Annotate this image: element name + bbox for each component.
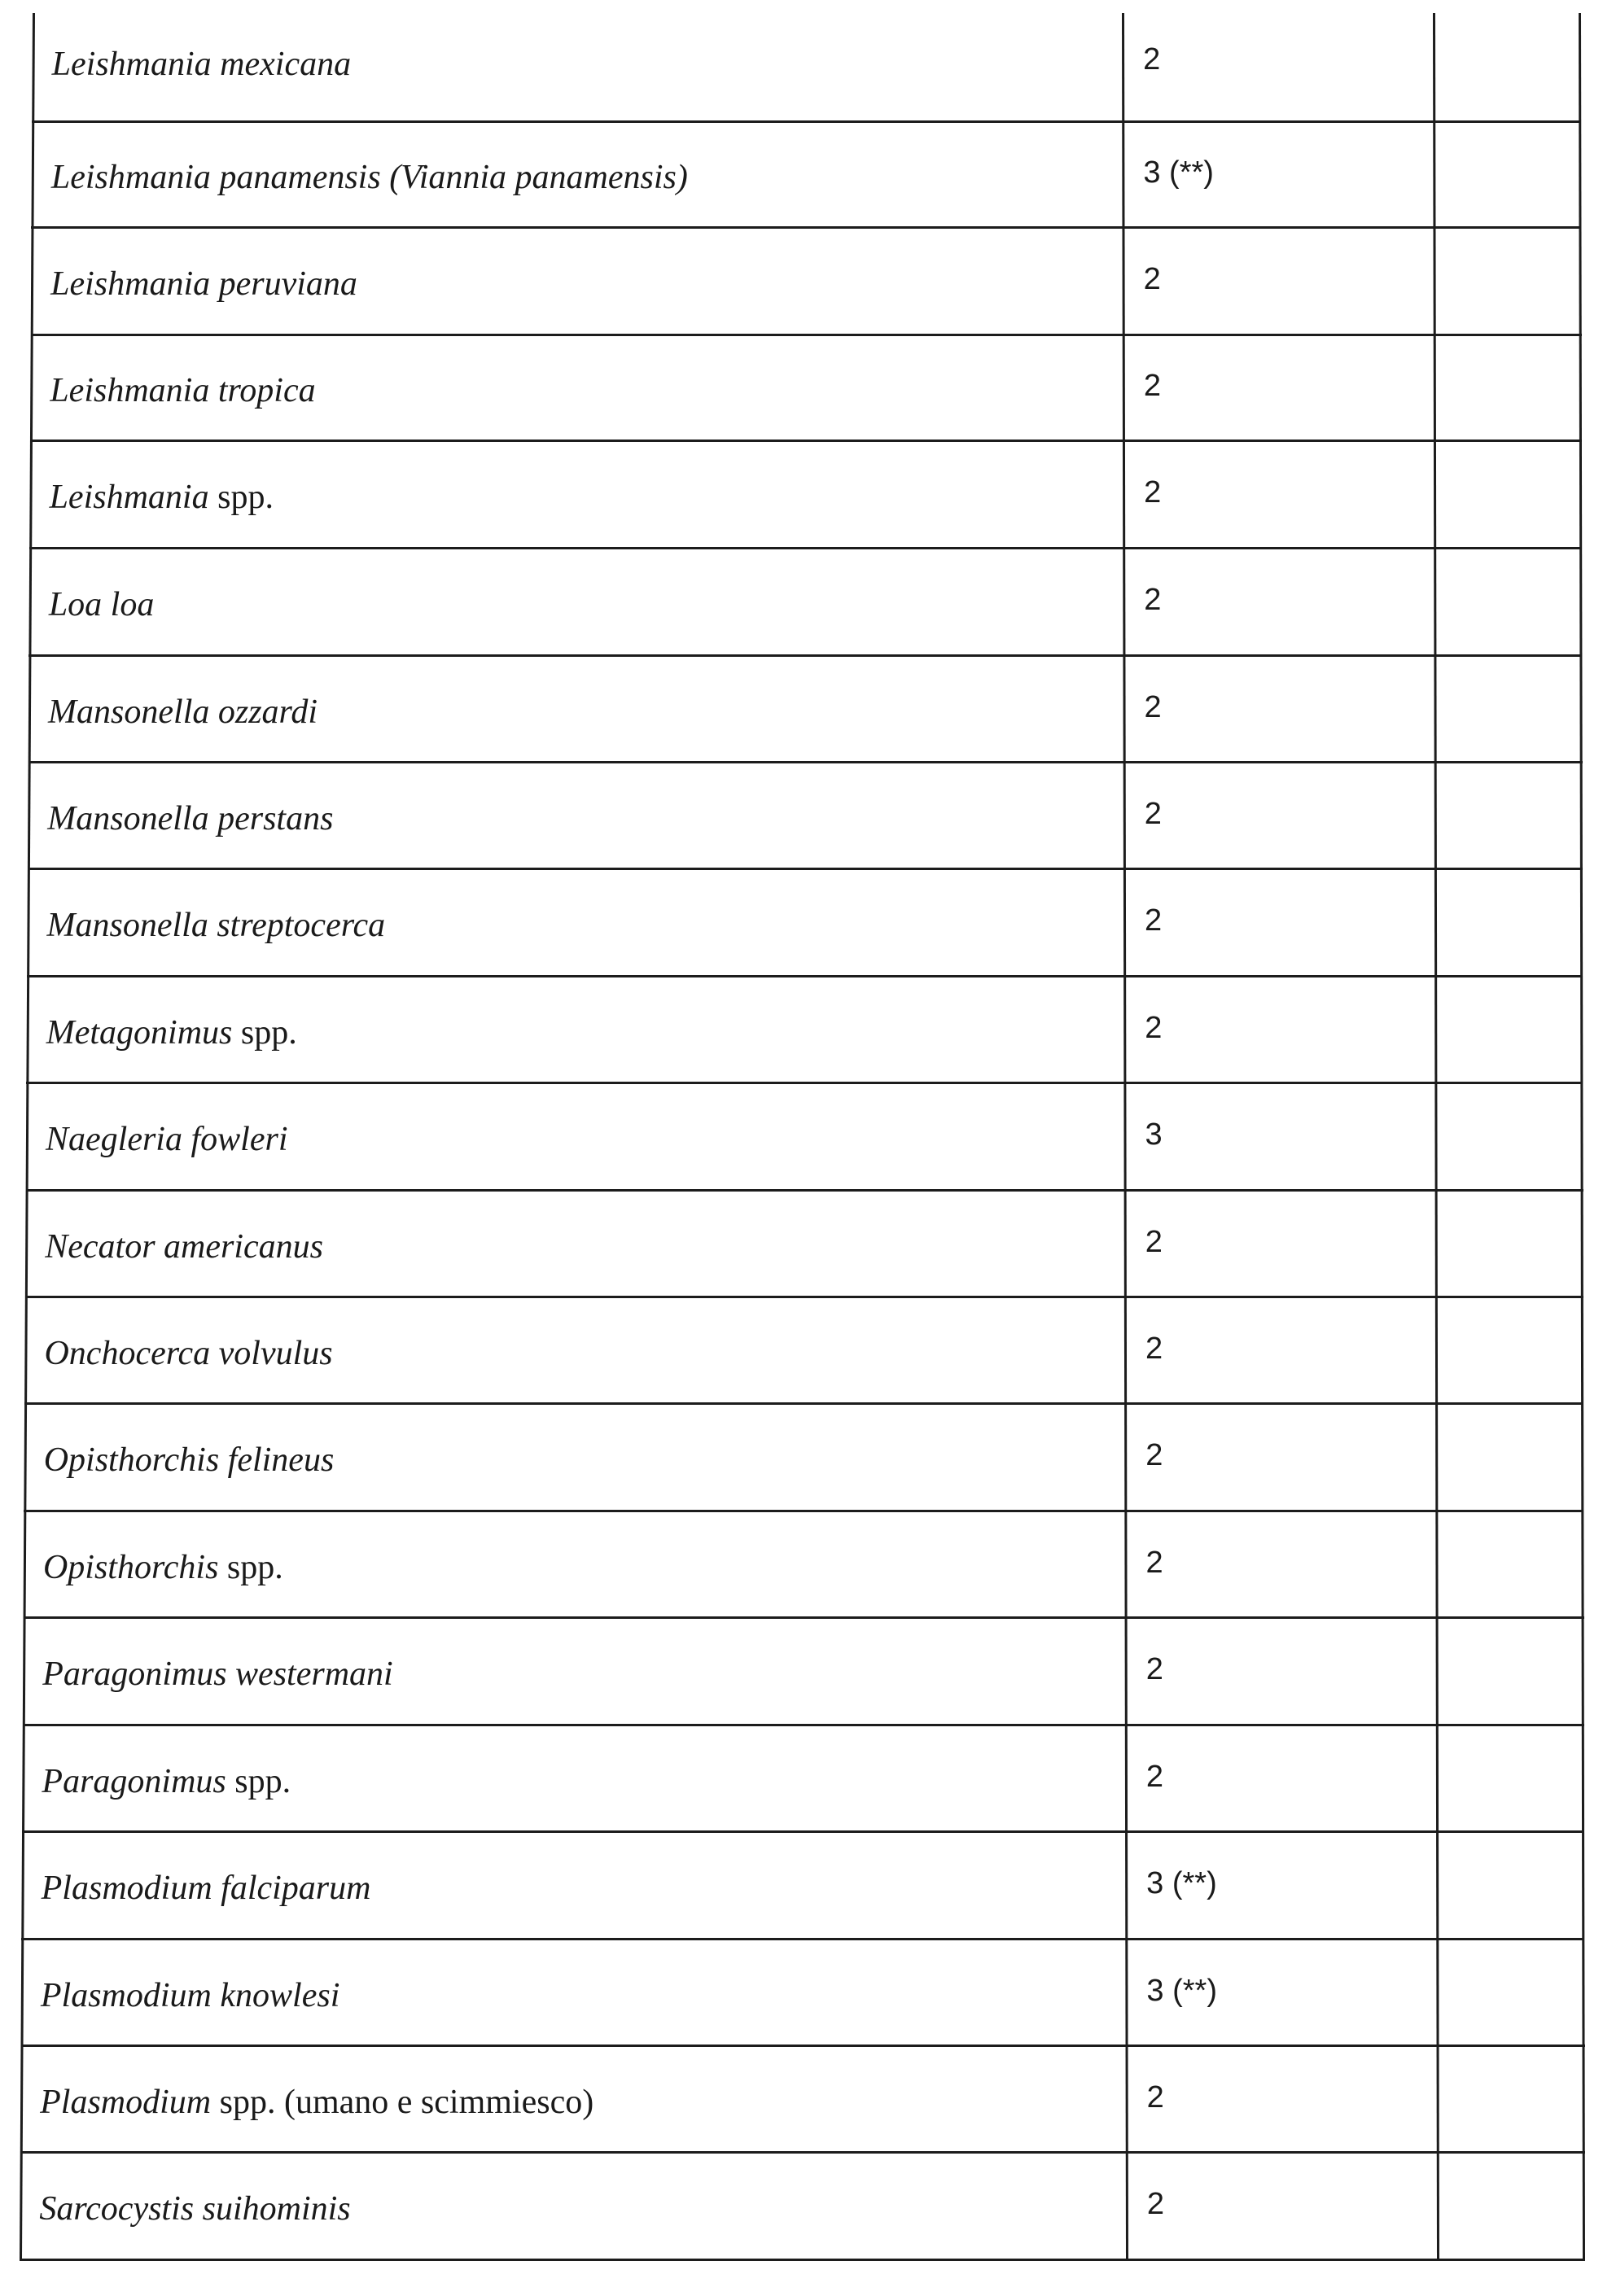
- risk-group-cell: 2: [1144, 583, 1162, 617]
- agent-name-cell: [42, 1762, 291, 1800]
- agent-name-cell: [49, 588, 155, 622]
- risk-group-cell: 2: [1145, 903, 1163, 938]
- species-name: Metagonimus: [46, 1013, 233, 1052]
- agent-name-cell: [40, 2085, 593, 2119]
- row-rule: [20, 2151, 1585, 2154]
- species-name: Plasmodium knowlesi: [40, 1976, 340, 2014]
- risk-group-cell: 2: [1145, 1010, 1163, 1045]
- row-rule: [23, 1724, 1584, 1726]
- risk-group-cell: 2: [1143, 262, 1161, 296]
- species-name: Opisthorchis: [42, 1548, 219, 1586]
- row-rule: [29, 547, 1582, 549]
- row-rule: [26, 1189, 1583, 1192]
- agent-name-cell: [42, 1871, 371, 1905]
- agent-name-cell: [39, 2192, 350, 2226]
- species-name: Leishmania: [49, 479, 209, 516]
- row-rule: [31, 334, 1582, 336]
- species-name: Sarcocystis suihominis: [39, 2190, 351, 2228]
- agent-name-cell: [43, 1550, 283, 1585]
- row-rule: [22, 1830, 1584, 1833]
- name-suffix: spp.: [218, 1548, 283, 1586]
- risk-group-cell: 2: [1145, 1759, 1164, 1794]
- agent-name-cell: [51, 160, 688, 195]
- species-name: Loa loa: [48, 586, 155, 623]
- agent-name-cell: [47, 799, 334, 837]
- species-name: Plasmodium: [40, 2083, 212, 2121]
- risk-group-cell: 2: [1145, 1438, 1163, 1472]
- left-border: [20, 13, 35, 2259]
- species-name: Mansonella perstans: [47, 799, 334, 837]
- row-rule: [24, 1510, 1583, 1512]
- row-rule: [24, 1616, 1584, 1619]
- name-suffix: spp.: [232, 1013, 297, 1052]
- risk-group-cell: 2: [1143, 42, 1161, 77]
- risk-group-cell: 2: [1143, 369, 1161, 403]
- row-rule: [26, 1082, 1583, 1084]
- row-rule: [28, 761, 1583, 763]
- agent-name-cell: [52, 47, 351, 81]
- column-divider-risk: [1122, 13, 1128, 2259]
- name-suffix: spp.: [208, 479, 274, 516]
- species-name: Paragonimus: [42, 1762, 226, 1800]
- agent-name-cell: [45, 1227, 324, 1266]
- risk-group-cell: 2: [1146, 2080, 1164, 2115]
- agent-name-cell: [50, 267, 357, 301]
- agent-name-cell: [46, 1122, 288, 1157]
- row-rule: [21, 2045, 1585, 2047]
- agent-name-cell: [47, 908, 386, 942]
- column-divider-note: [1433, 13, 1439, 2259]
- agent-name-cell: [50, 374, 315, 408]
- species-name: Mansonella ozzardi: [48, 693, 318, 731]
- species-name: Paragonimus westermani: [42, 1655, 393, 1693]
- agent-name-cell: [44, 1336, 332, 1371]
- row-rule: [27, 975, 1583, 977]
- row-rule: [28, 868, 1583, 870]
- species-name: Leishmania panamensis (Viannia panamensis): [50, 159, 688, 196]
- row-rule: [31, 226, 1581, 229]
- agent-name-cell: [48, 695, 318, 729]
- species-name: Leishmania tropica: [50, 372, 316, 409]
- name-suffix: spp. (umano e scimmiesco): [211, 2083, 594, 2121]
- agent-name-cell: [46, 1013, 297, 1052]
- row-rule: [20, 2259, 1585, 2261]
- right-border: [1579, 13, 1585, 2259]
- agent-name-cell: [50, 480, 274, 514]
- risk-group-cell: 2: [1144, 475, 1162, 509]
- risk-group-cell: 3: [1145, 1117, 1163, 1152]
- name-suffix: spp.: [226, 1762, 291, 1800]
- risk-group-cell: 3 (**): [1146, 1866, 1217, 1900]
- species-name: Opisthorchis felineus: [43, 1441, 335, 1479]
- risk-group-cell: 2: [1145, 1652, 1163, 1686]
- risk-group-cell: 2: [1145, 1545, 1163, 1580]
- risk-group-cell: 2: [1145, 1331, 1163, 1366]
- species-name: Plasmodium falciparum: [41, 1870, 371, 1907]
- row-rule: [25, 1296, 1583, 1298]
- risk-group-cell: 2: [1144, 689, 1162, 724]
- row-rule: [28, 654, 1582, 657]
- species-name: Leishmania peruviana: [50, 265, 357, 303]
- risk-group-cell: 2: [1144, 796, 1162, 831]
- species-name: Naegleria fowleri: [46, 1121, 288, 1158]
- row-rule: [30, 440, 1582, 442]
- risk-group-cell: 2: [1146, 2187, 1165, 2221]
- agent-name-cell: [42, 1657, 393, 1691]
- species-name: Onchocerca volvulus: [44, 1334, 333, 1372]
- species-name: Mansonella streptocerca: [46, 907, 386, 944]
- row-rule: [21, 1938, 1584, 1940]
- agent-name-cell: [40, 1976, 340, 2014]
- row-rule: [32, 120, 1581, 123]
- species-name: Necator americanus: [45, 1227, 324, 1266]
- risk-group-cell: 3 (**): [1143, 155, 1214, 190]
- risk-group-cell: 3 (**): [1146, 1973, 1217, 2008]
- agent-name-cell: [44, 1443, 335, 1477]
- row-rule: [24, 1402, 1583, 1405]
- risk-group-cell: 2: [1145, 1224, 1163, 1259]
- species-name: Leishmania mexicana: [51, 46, 352, 83]
